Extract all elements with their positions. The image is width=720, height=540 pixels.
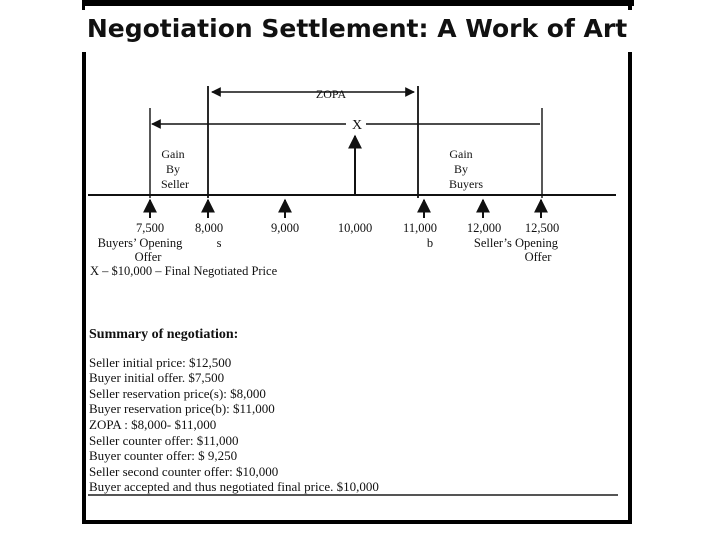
- summary-line: Buyer counter offer: $ 9,250: [89, 448, 238, 464]
- zopa-label: ZOPA: [315, 87, 347, 101]
- tick-label: 11,000: [403, 221, 437, 235]
- seller-reservation-s: s: [216, 236, 222, 250]
- buyers-opening-label: Buyers’ Opening: [97, 236, 183, 250]
- summary-heading: Summary of negotiation:: [89, 327, 239, 342]
- slide-frame-top: [82, 0, 634, 6]
- summary-line: ZOPA : $8,000- $11,000: [89, 416, 217, 432]
- final-price-note: X – $10,000 – Final Negotiated Price: [90, 264, 278, 278]
- summary-line: Buyer accepted and thus negotiated final price. $10,000: [89, 479, 379, 495]
- slide-frame-bottom: [82, 520, 632, 524]
- summary-line: Buyer initial offer. $7,500: [89, 370, 225, 386]
- tick-label: 12,500: [524, 221, 560, 235]
- gain-buyers-line-3: Buyers: [449, 177, 483, 191]
- slide-frame-corner-right: [628, 0, 632, 10]
- gain-buyers-line-2: By: [453, 162, 469, 176]
- gain-seller-line-3: Seller: [161, 177, 189, 191]
- sellers-opening-label: Seller’s Opening: [473, 236, 559, 250]
- tick-label: 10,000: [337, 221, 373, 235]
- slide-frame-corner-left: [82, 0, 85, 10]
- slide-title: Negotiation Settlement: A Work of Art: [86, 14, 628, 43]
- slide-frame-right: [628, 52, 632, 524]
- tick-label: 7,500: [135, 221, 165, 235]
- tick-label: 9,000: [270, 221, 300, 235]
- x-marker: X: [351, 118, 363, 133]
- tick-label: 12,000: [466, 221, 502, 235]
- gain-seller-line-1: Gain: [161, 147, 185, 161]
- gain-seller-line-2: By: [165, 162, 181, 176]
- sellers-opening-label-2: Offer: [524, 250, 552, 264]
- negotiation-summary: [89, 327, 379, 495]
- buyers-opening-label-2: Offer: [134, 250, 162, 264]
- gain-buyers-line-1: Gain: [449, 147, 473, 161]
- summary-line: Seller second counter offer: $10,000: [89, 463, 279, 479]
- summary-line: Seller reservation price(s): $8,000: [89, 385, 266, 401]
- summary-line: Seller counter offer: $11,000: [89, 432, 239, 448]
- buyer-reservation-b: b: [426, 236, 434, 250]
- summary-line: Buyer reservation price(b): $11,000: [89, 401, 275, 417]
- tick-label: 8,000: [194, 221, 224, 235]
- summary-line: Seller initial price: $12,500: [89, 354, 232, 370]
